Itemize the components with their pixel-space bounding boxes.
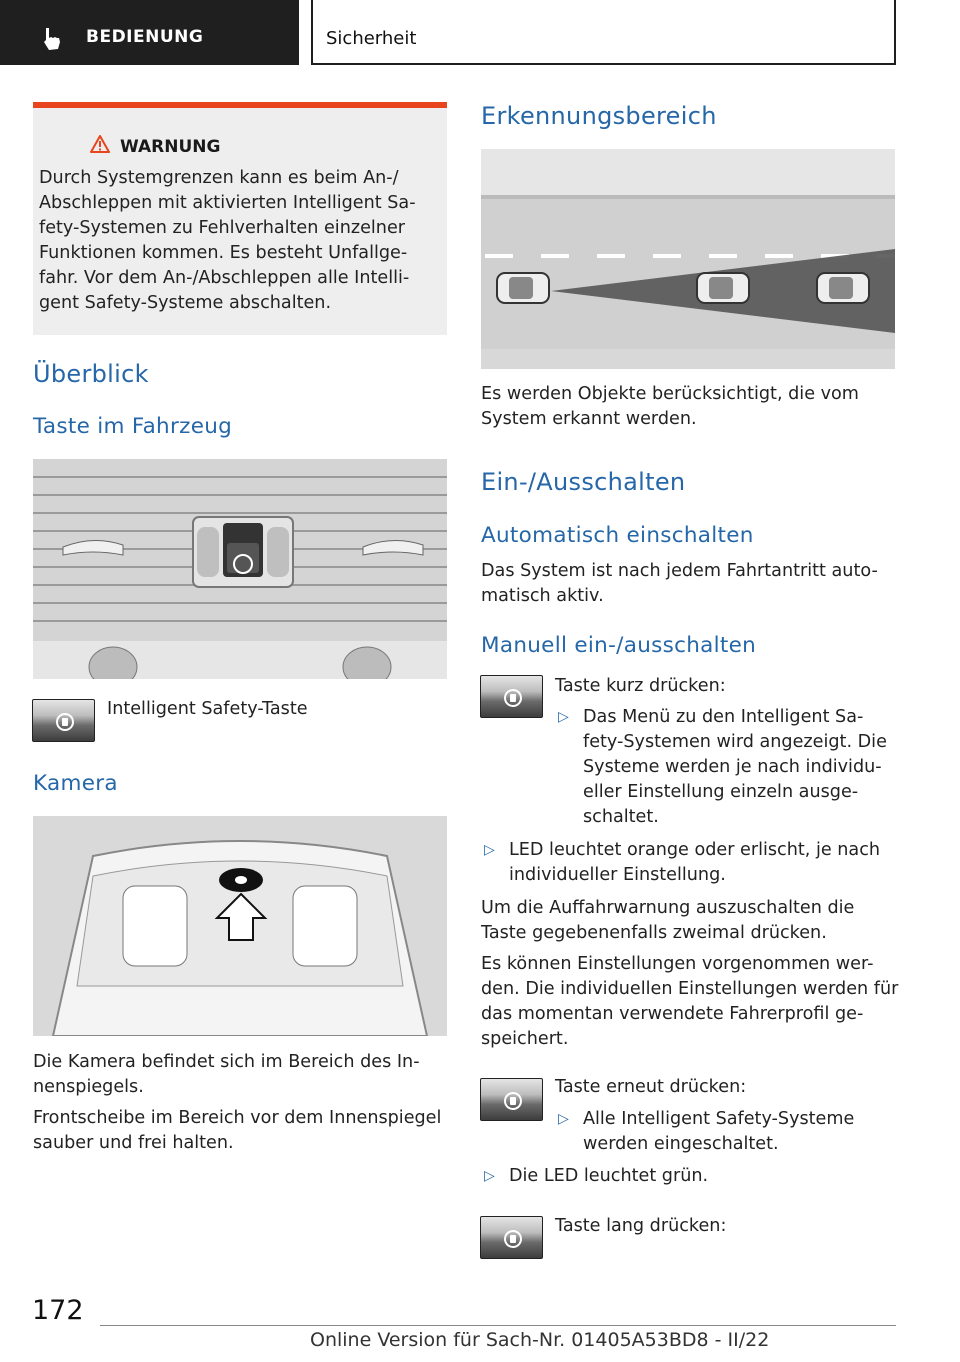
detection-text <box>481 382 859 432</box>
collision-text <box>481 896 854 946</box>
safety-button-icon <box>480 1216 543 1259</box>
section-tab <box>0 0 299 65</box>
manual-heading: Manuell ein-/ausschalten <box>481 633 757 658</box>
safety-button-icon <box>32 699 95 742</box>
text-line: speichert. <box>481 1029 569 1049</box>
section-title: BEDIENUNG <box>86 27 204 47</box>
button-heading: Taste im Fahrzeug <box>33 414 233 439</box>
warning-line: fety-Systemen zu Fehlverhalten einzelner <box>39 218 406 238</box>
onoff-heading: Ein-/Ausschalten <box>481 468 686 496</box>
camera-image <box>33 816 447 1036</box>
settings-text <box>481 952 898 1052</box>
bullet-triangle-icon: ▷ <box>484 1168 495 1184</box>
footer-online-version: Online Version für Sach-Nr. 01405A53BD8 - II/22 <box>310 1329 770 1351</box>
safety-button-icon <box>480 675 543 718</box>
short-press-list <box>555 705 895 830</box>
bullet-triangle-icon: ▷ <box>484 842 495 858</box>
camera-note <box>33 1106 441 1156</box>
text-line: nenspiegels. <box>33 1077 144 1097</box>
list-item <box>481 838 895 888</box>
text-line: Systeme werden je nach individu- <box>583 757 882 777</box>
text-line: Das Menü zu den Intelligent Sa- <box>583 707 864 727</box>
detection-area-image <box>481 149 895 369</box>
text-line: LED leuchtet orange oder erlischt, je nach <box>509 840 881 860</box>
detection-heading: Erkennungsbereich <box>481 102 717 130</box>
button-caption: Intelligent Safety-Taste <box>107 699 308 719</box>
short-press-text: Taste kurz drücken: <box>555 676 726 696</box>
text-line: fety-Systemen wird angezeigt. Die <box>583 732 887 752</box>
safety-button-icon <box>480 1078 543 1121</box>
auto-heading: Automatisch einschalten <box>481 523 754 548</box>
text-line: Es werden Objekte berücksichtigt, die vom <box>481 384 859 404</box>
green-led-list <box>481 1164 895 1189</box>
text-line: Die LED leuchtet grün. <box>509 1166 709 1186</box>
text-line: schaltet. <box>583 807 659 827</box>
chapter-tab <box>311 0 896 65</box>
warning-line: Durch Systemgrenzen kann es beim An-/ <box>39 168 399 188</box>
warning-title: WARNUNG <box>120 137 221 157</box>
text-line: werden eingeschaltet. <box>583 1134 779 1154</box>
long-press-text: Taste lang drücken: <box>555 1216 727 1236</box>
text-line: Um die Auffahrwarnung auszuschalten die <box>481 898 855 918</box>
text-line: Taste gegebenenfalls zweimal drücken. <box>481 923 827 943</box>
warning-box <box>33 102 447 335</box>
text-line: System erkannt werden. <box>481 409 697 429</box>
pointing-hand-icon <box>40 26 64 52</box>
again-press-list <box>555 1107 895 1157</box>
text-line: sauber und frei halten. <box>33 1133 234 1153</box>
footer-divider <box>100 1325 896 1326</box>
text-line: Es können Einstellungen vorgenommen wer- <box>481 954 874 974</box>
warning-line: Funktionen kommen. Es besteht Unfallge- <box>39 243 408 263</box>
page-number: 172 <box>32 1295 84 1326</box>
bullet-triangle-icon: ▷ <box>558 1111 569 1127</box>
text-line: Frontscheibe im Bereich vor dem Innenspiegel <box>33 1108 442 1128</box>
camera-heading: Kamera <box>33 771 118 796</box>
text-line: das momentan verwendete Fahrerprofil ge- <box>481 1004 864 1024</box>
text-line: Das System ist nach jedem Fahrtantritt auto- <box>481 561 878 581</box>
warning-triangle-icon <box>90 135 110 153</box>
text-line: matisch aktiv. <box>481 586 604 606</box>
warning-line: fahr. Vor dem An-/Abschleppen alle Intelli- <box>39 268 410 288</box>
overview-heading: Überblick <box>33 360 149 388</box>
again-press-text: Taste erneut drücken: <box>555 1077 747 1097</box>
auto-text <box>481 559 878 609</box>
text-line: Die Kamera befindet sich im Bereich des In- <box>33 1052 420 1072</box>
led-list <box>481 838 895 888</box>
warning-line: Abschleppen mit aktivierten Intelligent Sa- <box>39 193 416 213</box>
text-line: eller Einstellung einzeln ausge- <box>583 782 859 802</box>
text-line: individueller Einstellung. <box>509 865 726 885</box>
text-line: den. Die individuellen Einstellungen werden für <box>481 979 899 999</box>
warning-line: gent Safety-Systeme abschalten. <box>39 293 332 313</box>
warning-text <box>39 166 439 316</box>
camera-text <box>33 1050 420 1100</box>
bullet-triangle-icon: ▷ <box>558 709 569 725</box>
dashboard-button-image <box>33 459 447 679</box>
list-item <box>481 1164 895 1189</box>
chapter-title: Sicherheit <box>326 28 417 49</box>
list-item <box>555 1107 895 1157</box>
text-line: Alle Intelligent Safety-Systeme <box>583 1109 855 1129</box>
list-item <box>555 705 895 830</box>
